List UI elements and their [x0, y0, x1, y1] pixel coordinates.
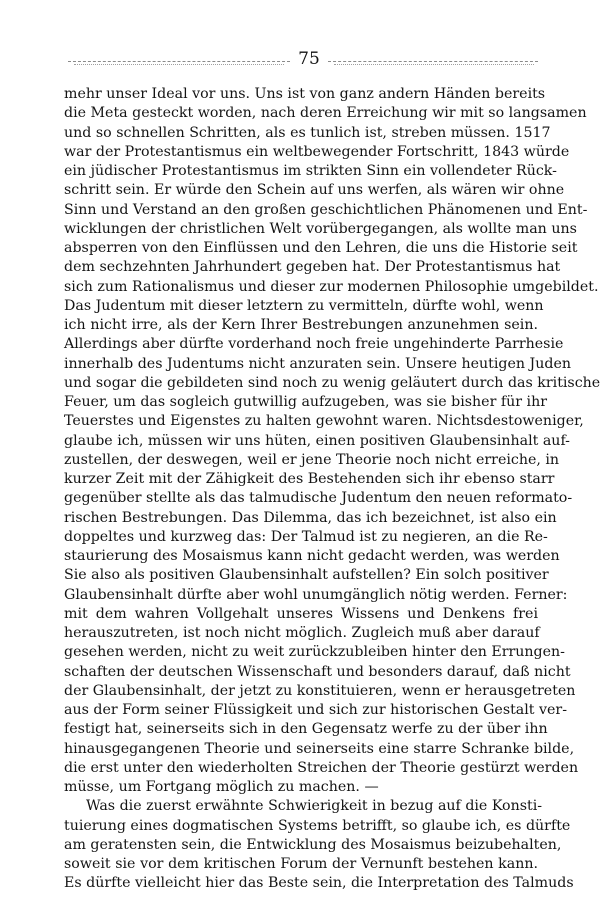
text-line: tuierung eines dogmatischen Systems betrifft, so glaube ich, es dürfte — [64, 817, 571, 834]
text-line: Teuerstes und Eigenstes zu halten gewohnt waren. Nichtsdestoweniger, — [64, 413, 584, 430]
text-line: herauszutreten, ist noch nicht möglich. Zugleich muß aber darauf — [64, 625, 540, 641]
text-line: dem sechzehnten Jahrhundert gegeben hat. Der Protestantismus hat — [64, 259, 561, 276]
text-line: ich nicht irre, als der Kern Ihrer Bestrebungen anzunehmen sein. — [64, 317, 538, 333]
text-line: Was die zuerst erwähnte Schwierigkeit in bezug auf die Konsti- — [86, 798, 543, 815]
text-line: staurierung des Mosaismus kann nicht gedacht werden, was werden — [64, 548, 560, 564]
text-line: schaften der deutschen Wissenschaft und besonders darauf, daß nicht — [64, 663, 571, 680]
text-line: gegenüber stellte als das talmudische Judentum den neuen reformato- — [64, 490, 573, 507]
text-line: Glaubensinhalt dürfte aber wohl unumgänglich nötig werden. Ferner: — [64, 586, 568, 603]
text-line: aus der Form seiner Flüssigkeit und sich zur historischen Gestalt ver- — [64, 702, 568, 718]
text-line: Sie also als positiven Glaubensinhalt aufstellen? Ein solch positiver — [64, 567, 549, 584]
header-rule-right-dotted — [334, 64, 534, 65]
text-line: innerhalb des Judentums nicht anzuraten sein. Unsere heutigen Juden — [64, 355, 571, 372]
text-line: zustellen, der deswegen, weil er jene Theorie noch nicht erreiche, in — [64, 451, 560, 468]
text-line: absperren von den Einflüssen und den Lehren, die uns die Historie seit — [64, 240, 578, 256]
text-line: Feuer, um das sogleich gutwillig aufzugeben, was sie bisher für ihr — [64, 394, 547, 410]
text-line: sich zum Rationalismus und dieser zur modernen Philosophie umgebildet. — [64, 278, 599, 295]
text-line: Es dürfte vielleicht hier das Beste sein, die Interpretation des Talmuds — [64, 875, 574, 892]
text-line: festigt hat, seinerseits sich in den Gegensatz werfe zu der über ihn — [64, 721, 548, 738]
text-line: soweit sie vor dem kritischen Forum der Vernunft bestehen kann. — [64, 856, 538, 872]
header-rule-left-dotted — [74, 64, 284, 65]
header-rule-left — [68, 61, 290, 62]
text-line: kurzer Zeit mit der Zähigkeit des Bestehenden sich ihr ebenso starr — [64, 471, 555, 487]
text-line: und sogar die gebildeten sind noch zu wenig geläutert durch das kritische — [64, 374, 600, 391]
text-line: Das Judentum mit dieser letztern zu vermitteln, dürfte wohl, wenn — [64, 297, 544, 314]
text-line: wicklungen der christlichen Welt vorübergegangen, als wollte man uns — [64, 220, 577, 237]
text-line: am geratensten sein, die Entwicklung des Mosaismus beizubehalten, — [64, 836, 562, 853]
text-line: mehr unser Ideal vor uns. Uns ist von ganz andern Händen bereits — [64, 86, 546, 102]
text-line: die Meta gesteckt worden, nach deren Erreichung wir mit so langsamen — [64, 105, 587, 122]
text-line: glaube ich, müssen wir uns hüten, einen positiven Glaubensinhalt auf- — [64, 432, 570, 449]
running-header — [60, 50, 540, 70]
text-line: und so schnellen Schritten, als es tunlich ist, streben müssen. 1517 — [64, 124, 551, 141]
text-line: gesehen werden, nicht zu weit zurückzubleiben hinter den Errungen- — [64, 644, 565, 661]
text-line: war der Protestantismus ein weltbewegender Fortschritt, 1843 würde — [64, 143, 570, 160]
text-line: der Glaubensinhalt, der jetzt zu konstituieren, wenn er herausgetreten — [64, 682, 576, 699]
header-rule-right — [328, 61, 538, 62]
text-line: rischen Bestrebungen. Das Dilemma, das ich bezeichnet, ist also ein — [64, 509, 557, 526]
text-line: Sinn und Verstand an den großen geschichtlichen Phänomenen und Ent- — [64, 201, 588, 218]
text-line: mit dem wahren Vollgehalt unseres Wissens und Denkens frei — [64, 605, 538, 622]
text-line: die erst unter den wiederholten Streichen der Theorie gestürzt werden — [64, 759, 579, 776]
body-text — [64, 85, 600, 894]
text-line: doppeltes und kurzweg das: Der Talmud ist zu negieren, an die Re- — [64, 528, 548, 545]
text-line: müsse, um Fortgang möglich zu machen. — — [64, 779, 379, 795]
text-line: Allerdings aber dürfte vorderhand noch freie ungehinderte Parrhesie — [64, 336, 564, 353]
text-line: ein jüdischer Protestantismus im strikten Sinn ein vollendeter Rück- — [64, 163, 557, 179]
text-line: hinausgegangenen Theorie und seinerseits eine starre Schranke bilde, — [64, 740, 575, 757]
text-line: schritt sein. Er würde den Schein auf uns werfen, als wären wir ohne — [64, 182, 565, 199]
page-number: 75 — [298, 49, 320, 69]
